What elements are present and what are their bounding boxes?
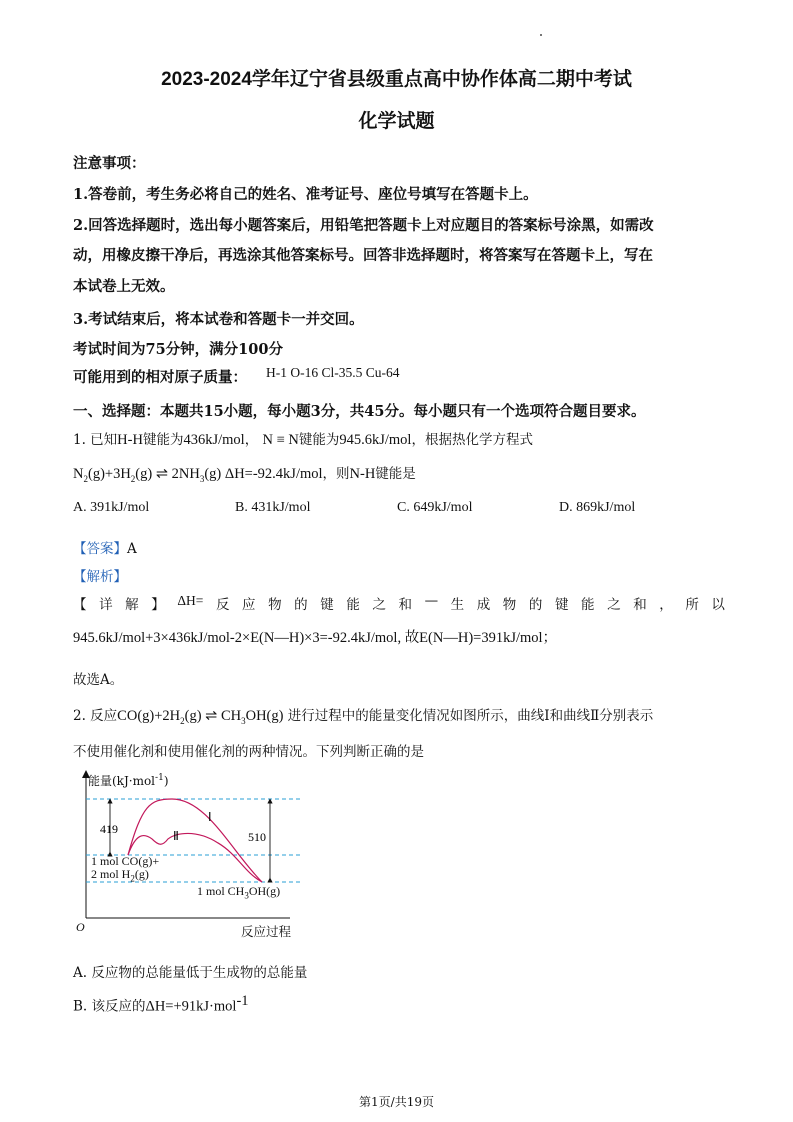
atomic-mass-label: 可能用到的相对原子质量： bbox=[73, 369, 247, 386]
detail-char: 能 bbox=[346, 597, 360, 613]
detail-char: 之 bbox=[607, 597, 621, 613]
ea-reverse-label: 510 bbox=[248, 830, 266, 844]
q2-text: 2. 反应 bbox=[73, 708, 118, 724]
detail-char: 物 bbox=[268, 597, 282, 613]
ea-label: 419 bbox=[100, 822, 118, 836]
detail-char: 详 bbox=[99, 597, 113, 613]
q1-eq: $N_2(g)+3H_2(g)$ ⇌ $2NH_3(g)$ ΔH=-92.4kJ/mol bbox=[73, 466, 323, 484]
question-2-stem bbox=[73, 704, 653, 726]
detail-char: — bbox=[424, 593, 439, 609]
q1-analysis-tag: 【解析】 bbox=[73, 569, 127, 585]
q1-conclusion: 故选A。 bbox=[73, 672, 124, 688]
q1-option-a: A. 391kJ/mol bbox=[73, 500, 150, 515]
q1-option-c: C. 649kJ/mol bbox=[397, 500, 473, 515]
detail-char: 键 bbox=[554, 597, 569, 613]
detail-char: 【 bbox=[73, 597, 87, 613]
note-item-3: 3.考试结束后，将本试卷和答题卡一并交回。 bbox=[73, 311, 364, 328]
q1-text: 键能是 bbox=[375, 466, 416, 482]
equilibrium-arrow: ⇌ bbox=[155, 466, 168, 482]
q1-text: ，则 bbox=[322, 466, 350, 482]
q2-text: 进行过程中的能量变化情况如图所示，曲线Ⅰ和曲线Ⅱ分别表示 bbox=[287, 708, 654, 724]
note-item-2-cont: 动，用橡皮擦干净后，再选涂其他答案标号。回答非选择题时，将答案写在答题卡上，写在 bbox=[73, 247, 653, 264]
q1-text: 键能为 bbox=[298, 432, 340, 448]
detail-char: 】 bbox=[151, 597, 165, 613]
curve-ii-label: Ⅱ bbox=[173, 829, 179, 843]
q1-answer bbox=[73, 537, 137, 557]
q1-text: 键能为 bbox=[142, 432, 184, 448]
q1-hh: H-H bbox=[117, 432, 143, 448]
q1-nh: N-H bbox=[349, 466, 376, 482]
y-axis-label: 能量(kJ·mol$^{-1}$) bbox=[88, 773, 169, 788]
page-footer: 第1页/共19页 bbox=[359, 1095, 434, 1109]
q2-equation: $CO(g)+2H_2(g)$ ⇌ $CH_3OH(g)$ bbox=[117, 708, 284, 726]
detail-char: 反 bbox=[215, 597, 230, 613]
origin-label: O bbox=[76, 920, 85, 934]
q1-option-d: D. 869kJ/mol bbox=[559, 500, 636, 515]
detail-char: 解 bbox=[125, 597, 139, 613]
exam-time: 考试时间为75分钟，满分100分 bbox=[73, 341, 283, 358]
detail-char: 的 bbox=[528, 597, 543, 613]
detail-char: 之 bbox=[372, 597, 386, 613]
detail-char: ， bbox=[659, 597, 673, 613]
products-label: 1 mol $CH_3OH(g)$ bbox=[197, 884, 281, 901]
note-item-1: 1.答卷前，考生务必将自己的姓名、准考证号、座位号填写在答题卡上。 bbox=[73, 186, 538, 203]
q1-text: 1. 已知 bbox=[73, 432, 118, 448]
page-title: 2023-2024学年辽宁省县级重点高中协作体高二期中考试 bbox=[161, 69, 632, 90]
detail-char: 应 bbox=[242, 597, 256, 613]
q1-nn: N ≡ N bbox=[262, 432, 299, 448]
detail-char: 所 bbox=[685, 597, 699, 613]
detail-char: 成 bbox=[476, 597, 491, 613]
note-item-2: 2.回答选择题时，选出每小题答案后，用铅笔把答题卡上对应题目的答案标号涂黑，如需改 bbox=[73, 217, 654, 234]
detail-char: ΔH= bbox=[177, 593, 204, 608]
atomic-mass-values: H-1 O-16 Cl-35.5 Cu-64 bbox=[266, 365, 400, 380]
q1-option-b: B. 431kJ/mol bbox=[235, 500, 311, 515]
detail-char: 键 bbox=[320, 597, 334, 613]
answer-value: A bbox=[127, 541, 137, 557]
detail-char: 物 bbox=[502, 597, 517, 613]
reactants-label: 1 mol CO(g)+ bbox=[91, 854, 160, 868]
q2-option-a: A. 反应物的总能量低于生成物的总能量 bbox=[73, 965, 308, 981]
page-subtitle: 化学试题 bbox=[358, 111, 435, 132]
curve-i-label: Ⅰ bbox=[208, 810, 212, 824]
detail-char: 能 bbox=[581, 597, 595, 613]
q1-nn-energy: 945.6kJ/mol bbox=[339, 432, 412, 448]
q1-text: ， bbox=[244, 432, 259, 448]
section-heading: 一、选择题：本题共15小题，每小题3分，共45分。每小题只有一个选项符合题目要求。 bbox=[73, 403, 646, 420]
notes-heading: 注意事项： bbox=[73, 155, 146, 172]
note-item-2-end: 本试卷上无效。 bbox=[73, 278, 175, 295]
q1-hh-energy: 436kJ/mol bbox=[183, 432, 245, 448]
scan-dot bbox=[540, 34, 542, 36]
question-1-stem bbox=[73, 428, 533, 449]
detail-char: 和 bbox=[398, 597, 412, 613]
question-2-stem-cont: 不使用催化剂和使用催化剂的两种情况。下列判断正确的是 bbox=[73, 744, 424, 760]
answer-tag: 【答案】 bbox=[73, 541, 127, 557]
detail-char: 的 bbox=[294, 597, 308, 613]
detail-char: 以 bbox=[711, 597, 725, 613]
x-axis-label: 反应过程 bbox=[241, 924, 292, 939]
detail-char: 和 bbox=[633, 597, 647, 613]
reactants-label-2: 2 mol $H_2(g)$ bbox=[91, 867, 149, 884]
q1-detail-line bbox=[73, 593, 725, 613]
detail-char: 生 bbox=[450, 597, 465, 613]
question-1-equation bbox=[73, 462, 416, 484]
q1-calculation: 945.6kJ/mol+3×436kJ/mol-2×E(N—H)×3=-92.4kJ/mol, 故E(N—H)=391kJ/mol； bbox=[73, 630, 558, 646]
q1-text: ，根据热化学方程式 bbox=[411, 432, 533, 448]
equilibrium-arrow: ⇌ bbox=[205, 708, 218, 724]
q2-option-b: B. 该反应的ΔH=+91kJ·mol$^{-1}$ bbox=[73, 993, 249, 1015]
